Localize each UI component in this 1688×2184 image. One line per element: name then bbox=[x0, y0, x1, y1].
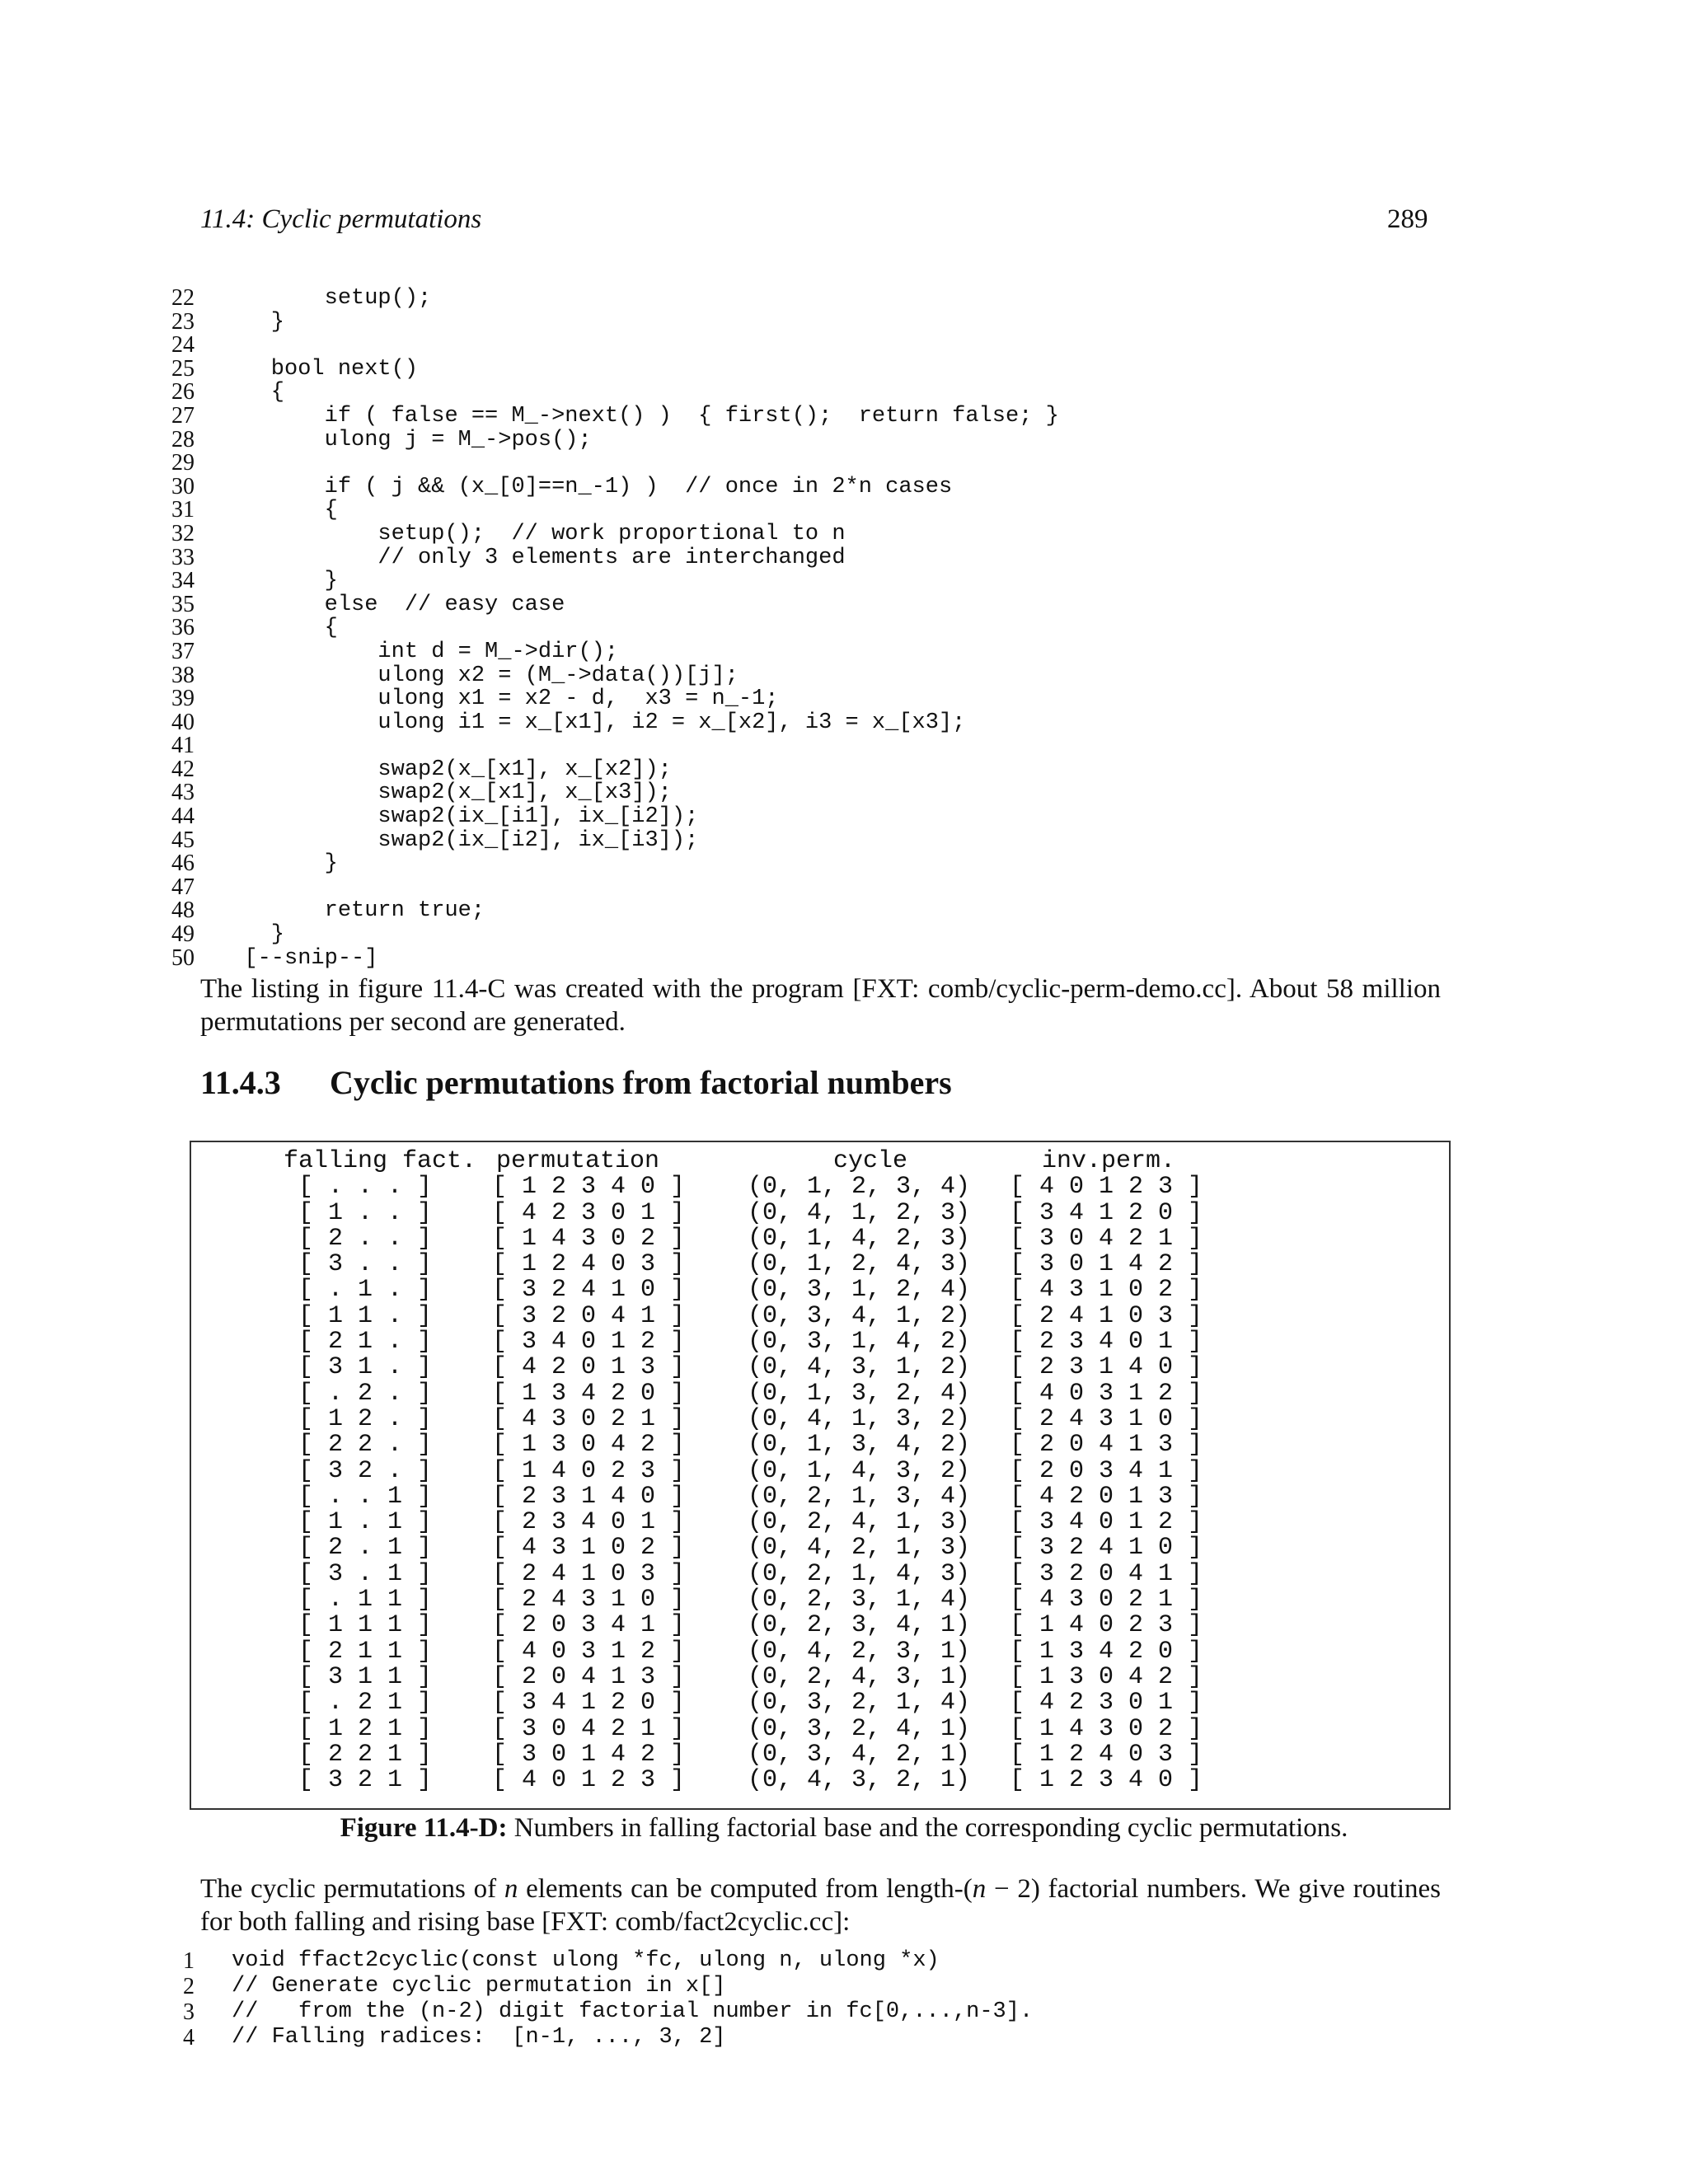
code-text: { bbox=[218, 498, 338, 523]
cell-permutation: [ 2 3 1 4 0 ] bbox=[492, 1482, 686, 1511]
code-line bbox=[163, 473, 1059, 499]
line-number: 48 bbox=[171, 898, 195, 924]
header-falling-fact: falling fact. bbox=[284, 1147, 477, 1175]
cell-cycle: (0, 3, 2, 1, 4) bbox=[748, 1689, 971, 1718]
line-number: 45 bbox=[171, 827, 195, 853]
cell-inv-perm: [ 4 2 3 0 1 ] bbox=[1010, 1689, 1203, 1718]
cell-cycle: (0, 4, 3, 2, 1) bbox=[748, 1766, 971, 1795]
code-text bbox=[195, 451, 218, 476]
cell-permutation: [ 1 4 3 0 2 ] bbox=[492, 1224, 686, 1253]
line-number: 39 bbox=[171, 686, 195, 712]
code-text: swap2(ix_[i2], ix_[i3]); bbox=[218, 827, 699, 853]
figure-caption bbox=[0, 1813, 1688, 1844]
para2-text-b: elements can be computed from length-( bbox=[518, 1874, 973, 1904]
section-title: Cyclic permutations from factorial numbers bbox=[330, 1064, 952, 1101]
line-number: 49 bbox=[171, 921, 195, 948]
figure-table-body bbox=[284, 1174, 1207, 1793]
cell-cycle: (0, 4, 2, 1, 3) bbox=[748, 1534, 971, 1563]
code-line bbox=[163, 687, 1059, 711]
code-line bbox=[163, 805, 1059, 829]
code-line bbox=[163, 711, 1059, 735]
running-header-title: 11.4: Cyclic permutations bbox=[200, 204, 482, 234]
cell-falling-fact: [ . 1 . ] bbox=[298, 1276, 433, 1305]
code-line bbox=[163, 781, 1059, 805]
code-text: bool next() bbox=[218, 356, 419, 382]
cell-cycle: (0, 3, 2, 4, 1) bbox=[748, 1714, 971, 1743]
cell-inv-perm: [ 1 4 0 2 3 ] bbox=[1010, 1611, 1203, 1640]
code-text: if ( false == M_->next() ) { first(); return false; } bbox=[218, 403, 1059, 429]
code-text: swap2(x_[x1], x_[x2]); bbox=[218, 757, 672, 782]
code-line bbox=[163, 1999, 1033, 2025]
paragraph-cyclic-intro bbox=[200, 1872, 1441, 1938]
line-number: 31 bbox=[171, 497, 195, 523]
cell-falling-fact: [ 1 2 1 ] bbox=[298, 1714, 433, 1743]
cell-falling-fact: [ 2 . 1 ] bbox=[298, 1534, 433, 1563]
code-listing-top bbox=[163, 287, 1059, 970]
cell-inv-perm: [ 2 0 3 4 1 ] bbox=[1010, 1456, 1203, 1485]
table-row bbox=[284, 1404, 1207, 1433]
cell-inv-perm: [ 2 4 3 1 0 ] bbox=[1010, 1404, 1203, 1433]
code-line bbox=[163, 426, 1059, 452]
table-row bbox=[284, 1639, 1207, 1665]
code-text: setup(); bbox=[218, 286, 432, 311]
cell-inv-perm: [ 2 4 1 0 3 ] bbox=[1010, 1301, 1203, 1330]
line-number: 40 bbox=[171, 709, 195, 735]
code-line bbox=[163, 569, 1059, 593]
cell-inv-perm: [ 3 2 0 4 1 ] bbox=[1010, 1559, 1203, 1588]
cell-cycle: (0, 4, 2, 3, 1) bbox=[748, 1637, 971, 1666]
code-line bbox=[163, 734, 1059, 758]
code-text: } bbox=[218, 922, 285, 948]
cell-permutation: [ 2 3 4 0 1 ] bbox=[492, 1508, 686, 1537]
cell-falling-fact: [ 3 1 1 ] bbox=[298, 1662, 433, 1691]
line-number: 4 bbox=[183, 2025, 195, 2050]
cell-falling-fact: [ 3 2 1 ] bbox=[298, 1766, 433, 1795]
code-text bbox=[195, 875, 218, 900]
line-number: 30 bbox=[171, 473, 195, 499]
cell-cycle: (0, 3, 1, 4, 2) bbox=[748, 1328, 971, 1357]
cell-inv-perm: [ 1 4 3 0 2 ] bbox=[1010, 1714, 1203, 1743]
figure-table bbox=[284, 1149, 1207, 1793]
code-line bbox=[163, 616, 1059, 640]
cell-permutation: [ 1 3 4 2 0 ] bbox=[492, 1379, 686, 1408]
cell-inv-perm: [ 2 0 4 1 3 ] bbox=[1010, 1431, 1203, 1460]
code-line bbox=[163, 287, 1059, 311]
line-number: 27 bbox=[171, 402, 195, 429]
cell-permutation: [ 3 0 4 2 1 ] bbox=[492, 1714, 686, 1743]
cell-cycle: (0, 2, 3, 1, 4) bbox=[748, 1586, 971, 1615]
cell-cycle: (0, 2, 4, 3, 1) bbox=[748, 1662, 971, 1691]
cell-falling-fact: [ 3 2 . ] bbox=[298, 1456, 433, 1485]
line-number: 44 bbox=[171, 804, 195, 830]
table-row bbox=[284, 1355, 1207, 1380]
code-line bbox=[163, 499, 1059, 523]
line-number: 29 bbox=[171, 450, 195, 476]
code-text: ulong i1 = x_[x1], i2 = x_[x2], i3 = x_[x3]; bbox=[218, 710, 966, 735]
code-line bbox=[163, 923, 1059, 947]
cell-permutation: [ 4 0 1 2 3 ] bbox=[492, 1766, 686, 1795]
line-number: 22 bbox=[171, 285, 195, 311]
cell-cycle: (0, 1, 3, 4, 2) bbox=[748, 1431, 971, 1460]
code-text: if ( j && (x_[0]==n_-1) ) // once in 2*n cases bbox=[218, 474, 953, 499]
cell-inv-perm: [ 3 2 4 1 0 ] bbox=[1010, 1534, 1203, 1563]
table-row bbox=[284, 1174, 1207, 1200]
cell-falling-fact: [ . 1 1 ] bbox=[298, 1586, 433, 1615]
code-line bbox=[163, 829, 1059, 853]
code-line bbox=[163, 664, 1059, 688]
line-number: 47 bbox=[171, 874, 195, 900]
line-number: 3 bbox=[183, 1999, 195, 2025]
cell-permutation: [ 2 0 3 4 1 ] bbox=[492, 1611, 686, 1640]
code-listing-bottom bbox=[163, 1948, 1033, 2050]
table-row bbox=[284, 1510, 1207, 1535]
figure-caption-text: Numbers in falling factorial base and the corresponding cyclic permutations. bbox=[513, 1813, 1348, 1843]
cell-falling-fact: [ 2 1 . ] bbox=[298, 1328, 433, 1357]
cell-cycle: (0, 1, 4, 3, 2) bbox=[748, 1456, 971, 1485]
code-text: { bbox=[218, 616, 338, 641]
code-line bbox=[163, 402, 1059, 429]
code-text: // Falling radices: [n-1, ..., 3, 2] bbox=[232, 2025, 726, 2050]
section-heading bbox=[200, 1063, 952, 1102]
table-row bbox=[284, 1613, 1207, 1638]
table-row bbox=[284, 1226, 1207, 1252]
table-row bbox=[284, 1535, 1207, 1561]
header-cycle: cycle bbox=[832, 1147, 907, 1175]
cell-falling-fact: [ 2 1 1 ] bbox=[298, 1637, 433, 1666]
paragraph-listing-note: The listing in figure 11.4-C was created with the program [FXT: comb/cyclic-perm-demo.cc]. About 58 million permutations per second are generated. bbox=[200, 974, 1441, 1037]
cell-inv-perm: [ 1 2 4 0 3 ] bbox=[1010, 1740, 1203, 1769]
cell-falling-fact: [ . 2 . ] bbox=[298, 1379, 433, 1408]
line-number: 37 bbox=[171, 638, 195, 664]
math-n: n bbox=[972, 1874, 987, 1904]
code-text: } bbox=[218, 309, 285, 335]
cell-cycle: (0, 2, 3, 4, 1) bbox=[748, 1611, 971, 1640]
code-text: swap2(ix_[i1], ix_[i2]); bbox=[218, 804, 699, 830]
cell-cycle: (0, 2, 1, 3, 4) bbox=[748, 1482, 971, 1511]
cell-cycle: (0, 1, 2, 4, 3) bbox=[748, 1250, 971, 1279]
code-text: { bbox=[218, 380, 285, 405]
code-line bbox=[163, 452, 1059, 476]
header-permutation: permutation bbox=[496, 1147, 660, 1175]
code-line bbox=[163, 308, 1059, 335]
cell-inv-perm: [ 1 2 3 4 0 ] bbox=[1010, 1766, 1203, 1795]
table-row bbox=[284, 1456, 1207, 1485]
code-line bbox=[163, 1948, 1033, 1974]
cell-falling-fact: [ 3 . 1 ] bbox=[298, 1559, 433, 1588]
cell-falling-fact: [ 3 . . ] bbox=[298, 1250, 433, 1279]
line-number: 36 bbox=[171, 615, 195, 641]
cell-inv-perm: [ 4 0 1 2 3 ] bbox=[1010, 1173, 1203, 1202]
cell-permutation: [ 3 2 4 1 0 ] bbox=[492, 1276, 686, 1305]
code-line bbox=[163, 899, 1059, 923]
header-inv-perm: inv.perm. bbox=[1041, 1147, 1176, 1175]
code-line bbox=[163, 334, 1059, 358]
code-text: // only 3 elements are interchanged bbox=[218, 545, 846, 570]
cell-cycle: (0, 1, 3, 2, 4) bbox=[748, 1379, 971, 1408]
line-number: 25 bbox=[171, 355, 195, 382]
cell-falling-fact: [ 3 1 . ] bbox=[298, 1353, 433, 1382]
table-row bbox=[284, 1432, 1207, 1458]
code-text bbox=[195, 733, 218, 758]
line-number: 41 bbox=[171, 733, 195, 759]
cell-falling-fact: [ . 2 1 ] bbox=[298, 1689, 433, 1718]
cell-permutation: [ 2 4 1 0 3 ] bbox=[492, 1559, 686, 1588]
table-row bbox=[284, 1301, 1207, 1330]
code-text: void ffact2cyclic(const ulong *fc, ulong n, ulong *x) bbox=[232, 1948, 940, 1973]
cell-inv-perm: [ 3 0 4 2 1 ] bbox=[1010, 1224, 1203, 1253]
code-line bbox=[163, 593, 1059, 617]
cell-permutation: [ 2 0 4 1 3 ] bbox=[492, 1662, 686, 1691]
line-number: 50 bbox=[171, 944, 195, 971]
cell-cycle: (0, 3, 4, 1, 2) bbox=[748, 1301, 971, 1330]
cell-cycle: (0, 2, 4, 1, 3) bbox=[748, 1508, 971, 1537]
cell-inv-perm: [ 2 3 4 0 1 ] bbox=[1010, 1328, 1203, 1357]
table-row bbox=[284, 1329, 1207, 1355]
cell-permutation: [ 1 2 4 0 3 ] bbox=[492, 1250, 686, 1279]
cell-permutation: [ 2 4 3 1 0 ] bbox=[492, 1586, 686, 1615]
math-n: n bbox=[504, 1874, 518, 1904]
code-line bbox=[163, 1974, 1033, 1999]
cell-falling-fact: [ 1 1 1 ] bbox=[298, 1611, 433, 1640]
table-row bbox=[284, 1484, 1207, 1510]
code-text bbox=[195, 333, 218, 358]
cell-permutation: [ 4 0 3 1 2 ] bbox=[492, 1637, 686, 1666]
line-number: 2 bbox=[183, 1974, 195, 1999]
code-line bbox=[163, 2025, 1033, 2050]
cell-falling-fact: [ . . . ] bbox=[298, 1173, 433, 1202]
table-row bbox=[284, 1690, 1207, 1716]
table-row bbox=[284, 1662, 1207, 1691]
cell-inv-perm: [ 4 2 0 1 3 ] bbox=[1010, 1482, 1203, 1511]
figure-table-header bbox=[284, 1149, 1207, 1174]
code-text: [--snip--] bbox=[218, 945, 378, 971]
cell-cycle: (0, 3, 4, 2, 1) bbox=[748, 1740, 971, 1769]
code-text: int d = M_->dir(); bbox=[218, 639, 619, 664]
table-row bbox=[284, 1252, 1207, 1277]
table-row bbox=[284, 1587, 1207, 1613]
line-number: 23 bbox=[171, 308, 195, 335]
code-text: ulong x1 = x2 - d, x3 = n_-1; bbox=[218, 687, 779, 712]
cell-falling-fact: [ . . 1 ] bbox=[298, 1482, 433, 1511]
cell-inv-perm: [ 3 4 0 1 2 ] bbox=[1010, 1508, 1203, 1537]
cell-falling-fact: [ 1 2 . ] bbox=[298, 1404, 433, 1433]
code-text: return true; bbox=[218, 898, 485, 924]
code-line bbox=[163, 546, 1059, 570]
cell-falling-fact: [ 2 2 . ] bbox=[298, 1431, 433, 1460]
code-line bbox=[163, 640, 1059, 664]
line-number: 34 bbox=[171, 568, 195, 594]
cell-cycle: (0, 4, 1, 2, 3) bbox=[748, 1198, 971, 1227]
cell-permutation: [ 4 3 0 2 1 ] bbox=[492, 1404, 686, 1433]
code-text: } bbox=[218, 851, 338, 877]
table-row bbox=[284, 1559, 1207, 1588]
line-number: 26 bbox=[171, 379, 195, 405]
table-row bbox=[284, 1198, 1207, 1227]
line-number: 24 bbox=[171, 332, 195, 359]
cell-inv-perm: [ 3 4 1 2 0 ] bbox=[1010, 1198, 1203, 1227]
page-number: 289 bbox=[1387, 204, 1428, 234]
code-line bbox=[163, 944, 1059, 971]
code-line bbox=[163, 852, 1059, 876]
cell-falling-fact: [ 1 1 . ] bbox=[298, 1301, 433, 1330]
para2-text-c: − 2) factorial numbers. We give routines for both falling and rising base [FXT: comb/fact2cyclic.cc]: bbox=[200, 1874, 1442, 1937]
line-number: 43 bbox=[171, 780, 195, 806]
cell-falling-fact: [ 2 2 1 ] bbox=[298, 1740, 433, 1769]
cell-cycle: (0, 4, 3, 1, 2) bbox=[748, 1353, 971, 1382]
line-number: 42 bbox=[171, 756, 195, 782]
cell-cycle: (0, 1, 4, 2, 3) bbox=[748, 1224, 971, 1253]
table-row bbox=[284, 1742, 1207, 1768]
cell-permutation: [ 4 3 1 0 2 ] bbox=[492, 1534, 686, 1563]
cell-permutation: [ 3 4 0 1 2 ] bbox=[492, 1328, 686, 1357]
cell-permutation: [ 1 2 3 4 0 ] bbox=[492, 1173, 686, 1202]
table-row bbox=[284, 1768, 1207, 1793]
cell-inv-perm: [ 3 0 1 4 2 ] bbox=[1010, 1250, 1203, 1279]
cell-inv-perm: [ 1 3 0 4 2 ] bbox=[1010, 1662, 1203, 1691]
figure-box bbox=[190, 1141, 1451, 1810]
code-text: else // easy case bbox=[218, 592, 565, 617]
cell-permutation: [ 4 2 0 1 3 ] bbox=[492, 1353, 686, 1382]
code-text: // from the (n-2) digit factorial number in fc[0,...,n-3]. bbox=[232, 1999, 1034, 2024]
cell-inv-perm: [ 2 3 1 4 0 ] bbox=[1010, 1353, 1203, 1382]
cell-cycle: (0, 4, 1, 3, 2) bbox=[748, 1404, 971, 1433]
line-number: 1 bbox=[183, 1948, 195, 1974]
line-number: 32 bbox=[171, 520, 195, 546]
para2-text-a: The cyclic permutations of bbox=[200, 1874, 504, 1904]
cell-permutation: [ 1 4 0 2 3 ] bbox=[492, 1456, 686, 1485]
figure-caption-label: Figure 11.4-D: bbox=[340, 1813, 508, 1843]
cell-falling-fact: [ 1 . . ] bbox=[298, 1198, 433, 1227]
code-text: // Generate cyclic permutation in x[] bbox=[232, 1974, 726, 1999]
line-number: 35 bbox=[171, 591, 195, 617]
cell-permutation: [ 1 3 0 4 2 ] bbox=[492, 1431, 686, 1460]
cell-permutation: [ 3 0 1 4 2 ] bbox=[492, 1740, 686, 1769]
code-line bbox=[163, 876, 1059, 900]
table-row bbox=[284, 1714, 1207, 1743]
table-row bbox=[284, 1277, 1207, 1303]
code-line bbox=[163, 520, 1059, 546]
line-number: 28 bbox=[171, 426, 195, 452]
cell-inv-perm: [ 4 3 0 2 1 ] bbox=[1010, 1586, 1203, 1615]
code-line bbox=[163, 758, 1059, 782]
cell-cycle: (0, 1, 2, 3, 4) bbox=[748, 1173, 971, 1202]
code-text: ulong j = M_->pos(); bbox=[218, 427, 592, 452]
cell-inv-perm: [ 4 3 1 0 2 ] bbox=[1010, 1276, 1203, 1305]
cell-inv-perm: [ 4 0 3 1 2 ] bbox=[1010, 1379, 1203, 1408]
table-row bbox=[284, 1381, 1207, 1407]
code-text: setup(); // work proportional to n bbox=[218, 521, 846, 546]
cell-inv-perm: [ 1 3 4 2 0 ] bbox=[1010, 1637, 1203, 1666]
cell-permutation: [ 4 2 3 0 1 ] bbox=[492, 1198, 686, 1227]
cell-permutation: [ 3 2 0 4 1 ] bbox=[492, 1301, 686, 1330]
cell-permutation: [ 3 4 1 2 0 ] bbox=[492, 1689, 686, 1718]
line-number: 46 bbox=[171, 851, 195, 877]
code-text: ulong x2 = (M_->data())[j]; bbox=[218, 663, 738, 688]
code-line bbox=[163, 355, 1059, 382]
code-text: swap2(x_[x1], x_[x3]); bbox=[218, 780, 672, 806]
code-text: } bbox=[218, 569, 338, 594]
line-number: 33 bbox=[171, 544, 195, 570]
cell-falling-fact: [ 2 . . ] bbox=[298, 1224, 433, 1253]
cell-cycle: (0, 2, 1, 4, 3) bbox=[748, 1559, 971, 1588]
section-number: 11.4.3 bbox=[200, 1064, 281, 1101]
line-number: 38 bbox=[171, 662, 195, 688]
cell-cycle: (0, 3, 1, 2, 4) bbox=[748, 1276, 971, 1305]
code-line bbox=[163, 381, 1059, 405]
cell-falling-fact: [ 1 . 1 ] bbox=[298, 1508, 433, 1537]
